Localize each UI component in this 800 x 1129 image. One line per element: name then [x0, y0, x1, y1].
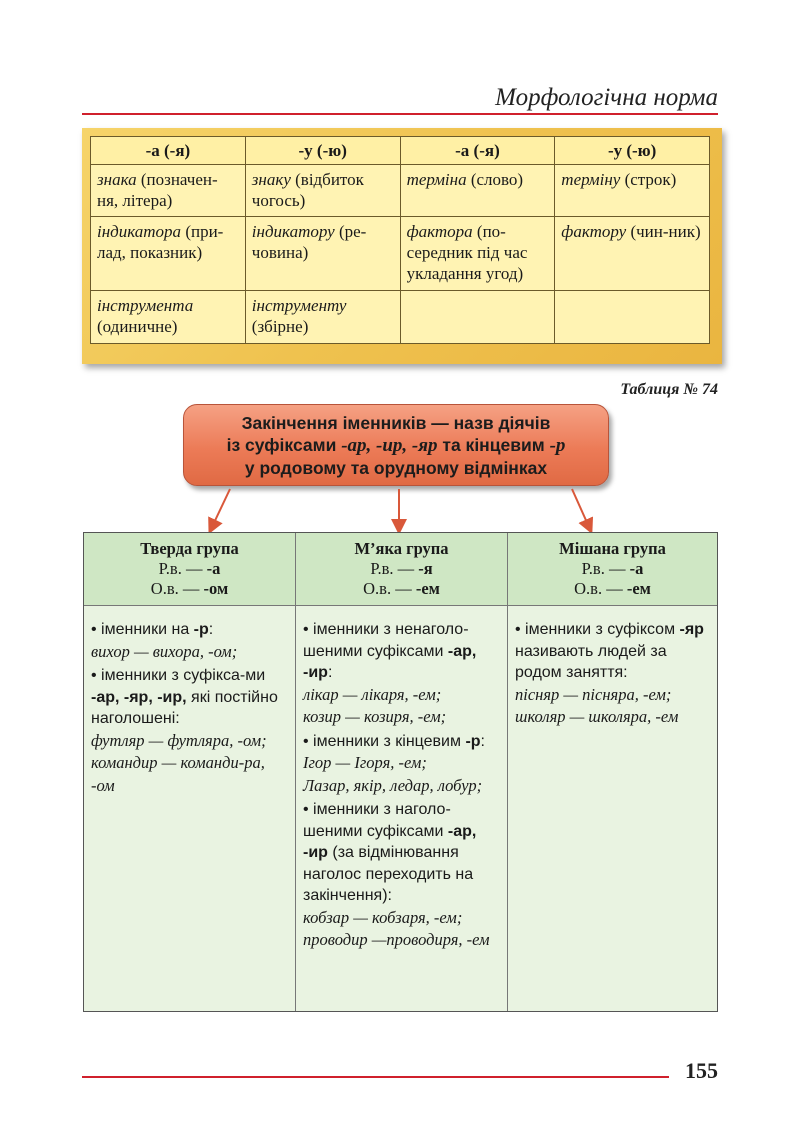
rule-item [303, 799, 500, 952]
case-ending: -я [418, 559, 433, 578]
case-label: О.в. — [150, 579, 204, 598]
case-label: О.в. — [574, 579, 627, 598]
term-gloss: (ре-човина) [251, 222, 367, 262]
example: пісняр — пісняра, -ем; [515, 684, 672, 704]
term-word: знака [97, 170, 137, 189]
case-label: О.в. — [363, 579, 416, 598]
term-gloss: (по-середник під час укладання угод) [406, 222, 528, 283]
heading-suffixes: -ар, -ир, -яр [341, 435, 438, 456]
example: кобзар — кобзаря, -ем; [303, 907, 463, 927]
term-gloss: (відбиток чогось) [251, 170, 364, 210]
term-gloss: (одиничне) [97, 317, 178, 336]
rule-suffix: -ар, -яр, -ир, [91, 688, 187, 706]
rule-suffix: -р [465, 732, 481, 750]
group-header [296, 533, 507, 606]
term-word: фактора [406, 222, 473, 241]
rule-suffix: -яр [679, 621, 704, 638]
case-label: Р.в. — [370, 559, 419, 578]
instrumental-ending [296, 579, 507, 599]
genitive-ending [296, 559, 507, 579]
rule-text: • іменники з суфікса-ми [91, 667, 266, 684]
term-gloss: (позначен-ня, літера) [97, 170, 218, 210]
heading-line-1: Закінчення іменників — назв діячів [241, 413, 551, 433]
rule-text: : [327, 664, 333, 681]
term-word: інструмента [97, 296, 194, 315]
example: командир — команди-ра, -ом [91, 753, 265, 795]
table-header-cell: -у (-ю) [555, 137, 710, 165]
instrumental-ending [508, 579, 717, 599]
term-gloss: (при-лад, показник) [97, 222, 224, 262]
rule-text: • іменники з кінцевим [303, 732, 466, 750]
rule-text: • іменники з наголо-шеними суфіксами [303, 801, 451, 840]
example: футляр — футляра, -ом; [91, 730, 267, 750]
group-body [84, 606, 295, 1011]
group-column-soft [295, 533, 507, 1011]
rule-suffix: -ар, -ир [303, 642, 477, 681]
rule-item [515, 619, 710, 729]
rule-text: (за відмінювання наголос переходить на закінчення): [303, 844, 474, 904]
case-ending: -а [629, 559, 644, 578]
term-word: індикатору [251, 222, 335, 241]
case-ending: -а [206, 559, 221, 578]
rule-text: : [208, 621, 214, 638]
footer-divider [82, 1076, 669, 1078]
heading-text: та кінцевим [437, 435, 550, 455]
rule-text: називають людей за родом заняття: [515, 642, 667, 681]
rule-suffix: -ар, -ир [303, 822, 477, 861]
term-gloss: (строк) [620, 170, 677, 189]
rule-suffix: -р [193, 621, 209, 638]
instrumental-ending [84, 579, 295, 599]
case-ending: -ем [626, 579, 651, 598]
example: лікар — лікаря, -ем; [303, 684, 442, 704]
group-column-hard [84, 533, 295, 1011]
case-label: Р.в. — [581, 559, 630, 578]
group-title: М’яка група [354, 539, 449, 558]
case-ending: -ем [415, 579, 440, 598]
group-header [508, 533, 717, 606]
page-number: 155 [685, 1058, 718, 1083]
heading-text: із суфіксами [226, 435, 342, 455]
term-gloss: (збірне) [251, 317, 309, 336]
group-title: Тверда група [140, 539, 239, 558]
rule-item [303, 619, 500, 729]
term-word: інструменту [251, 296, 347, 315]
example: козир — козиря, -ем; [303, 707, 447, 726]
heading-line-3: у родовому та орудному відмінках [244, 458, 548, 478]
arrow-right [572, 489, 589, 527]
table-caption: Таблиця № 74 [620, 381, 718, 398]
term-gloss: (слово) [466, 170, 524, 189]
term-word: фактору [561, 222, 627, 241]
rule-text: • іменники з суфіксом [515, 621, 680, 638]
arrow-left [212, 489, 230, 527]
table-header-cell: -а (-я) [400, 137, 555, 165]
example: школяр — школяра, -ем [515, 707, 679, 726]
case-label: Р.в. — [158, 559, 207, 578]
example: вихор — вихора, -ом; [91, 641, 238, 661]
table-header-cell: -у (-ю) [245, 137, 400, 165]
table-header-cell: -а (-я) [91, 137, 246, 165]
group-body [508, 606, 717, 1011]
noun-groups-table [83, 532, 718, 1012]
term-word: терміну [561, 170, 621, 189]
term-gloss: (чин-ник) [626, 222, 701, 241]
heading-final-r: -р [549, 435, 566, 456]
running-title: Морфологічна норма [495, 84, 718, 111]
rule-text: • іменники на [91, 621, 194, 638]
rule-item [91, 619, 288, 663]
example: проводир —проводиря, -ем [303, 930, 490, 949]
rule-text: • іменники з ненаголо-шеними суфіксами [303, 621, 469, 660]
rule-item [91, 665, 288, 797]
example: Лазар, якір, ледар, лобур; [303, 775, 483, 795]
group-header [84, 533, 295, 606]
term-word: терміна [406, 170, 467, 189]
term-word: індикатора [97, 222, 182, 241]
group-column-mixed [507, 533, 717, 1011]
example: Ігор — Ігоря, -ем; [303, 753, 427, 772]
rule-text: : [480, 732, 485, 750]
rule-text: які постійно наголошені: [91, 688, 278, 727]
connector-arrows [0, 0, 800, 540]
group-title: Мішана група [559, 539, 666, 558]
group-body [296, 606, 507, 1011]
term-word: знаку [251, 170, 291, 189]
genitive-ending [508, 559, 717, 579]
genitive-ending [84, 559, 295, 579]
rule-item [303, 731, 500, 798]
case-ending: -ом [203, 579, 229, 598]
